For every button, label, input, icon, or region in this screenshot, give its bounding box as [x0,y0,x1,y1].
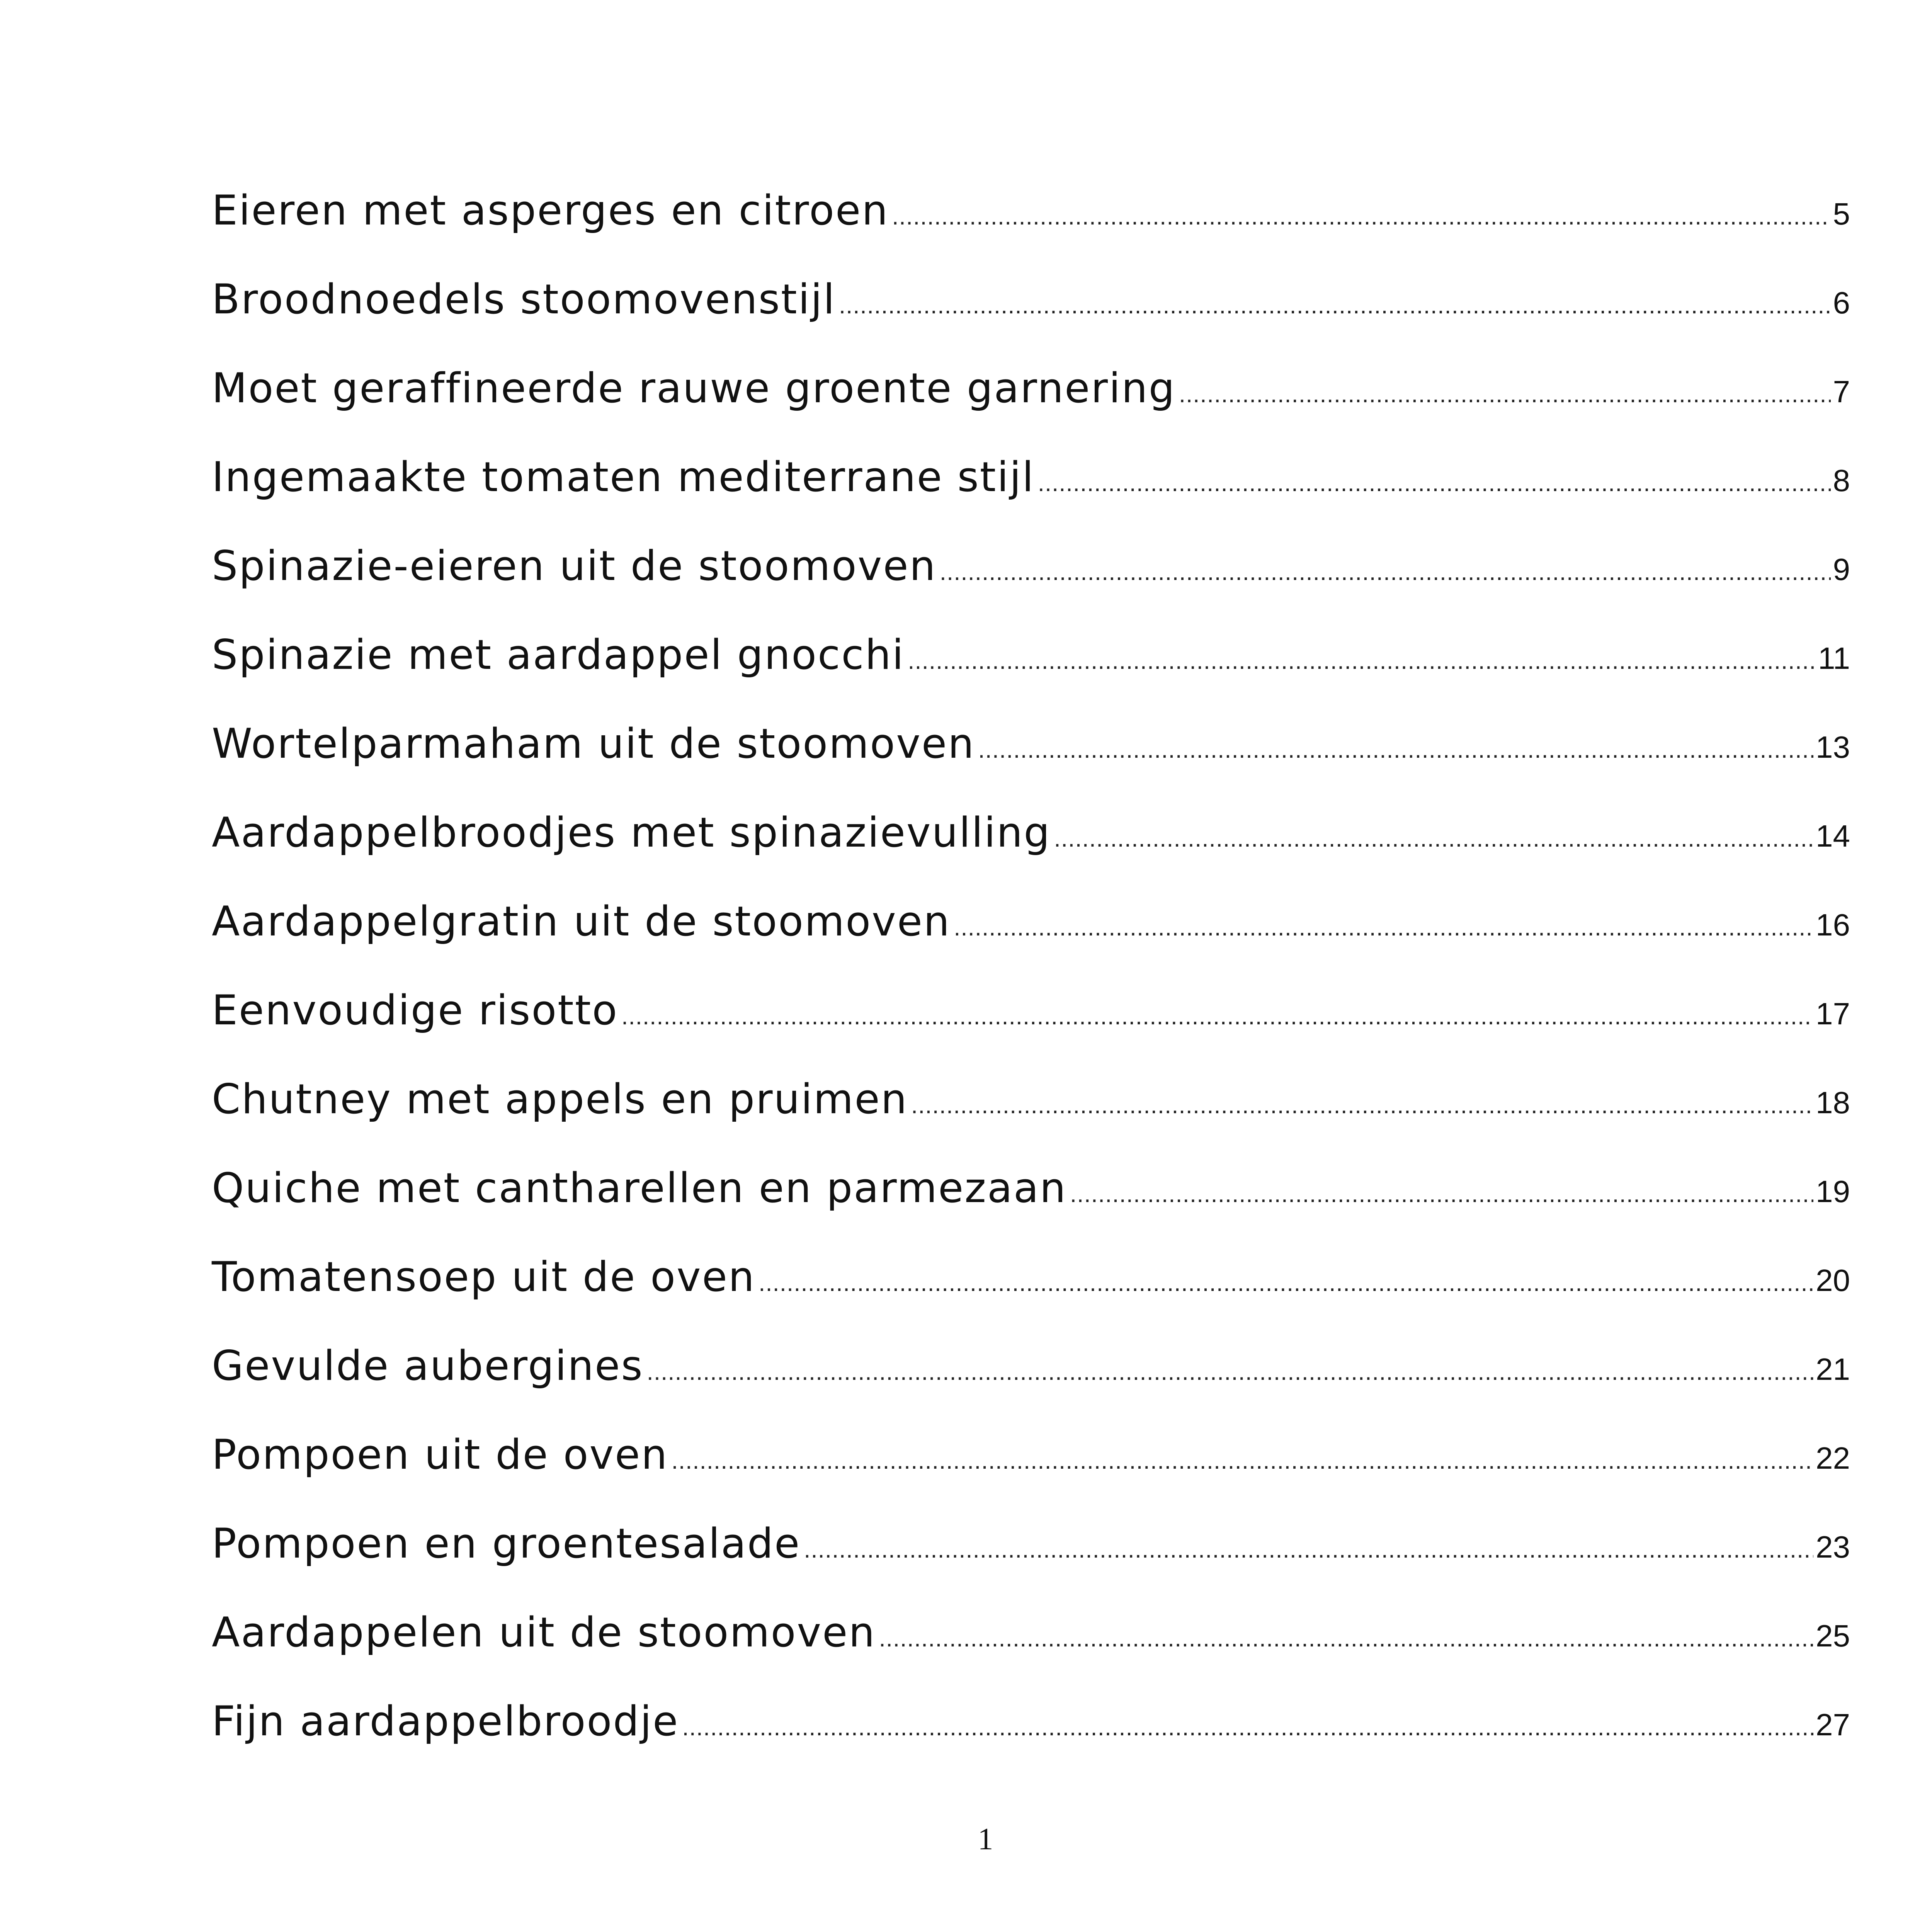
toc-entry-page: 7 [1833,374,1850,409]
toc-entry-page: 8 [1833,463,1850,498]
toc-dot-leader [839,261,1831,350]
toc-entry-page: 19 [1816,1174,1850,1209]
toc-entry-page: 20 [1816,1263,1850,1298]
toc-dot-leader [1179,350,1831,439]
toc-entry[interactable] [212,522,1850,611]
toc-entry[interactable] [212,1055,1850,1144]
toc-entry-title: Eenvoudige risotto [212,986,619,1034]
toc-entry-page: 23 [1816,1530,1850,1564]
toc-entry[interactable] [212,788,1850,877]
toc-dot-leader [804,1505,1813,1594]
toc-entry[interactable] [212,1144,1850,1233]
toc-dot-leader [682,1683,1813,1772]
toc-dot-leader [1070,1150,1813,1239]
toc-entry-title: Aardappelgratin uit de stoomoven [212,898,951,945]
toc-entry-page: 13 [1816,730,1850,764]
toc-dot-leader [759,1239,1813,1328]
toc-entry-title: Chutney met appels en pruimen [212,1075,908,1123]
toc-dot-leader [621,972,1813,1061]
toc-entry-page: 21 [1816,1352,1850,1386]
toc-dot-leader [978,706,1813,794]
toc-entry-title: Pompoen en groentesalade [212,1520,801,1567]
toc-dot-leader [1054,794,1813,883]
toc-dot-leader [911,1061,1813,1150]
toc-entry-title: Fijn aardappelbroodje [212,1697,679,1745]
toc-entry-page: 6 [1833,286,1850,320]
toc-entry-page: 14 [1816,819,1850,853]
toc-entry-page: 11 [1818,641,1850,675]
table-of-contents [212,166,1850,1766]
toc-entry-page: 27 [1816,1708,1850,1742]
toc-entry-title: Broodnoedels stoomovenstijl [212,276,836,323]
toc-dot-leader [908,617,1816,706]
toc-entry-title: Quiche met cantharellen en parmezaan [212,1164,1067,1212]
toc-entry-page: 5 [1833,197,1850,231]
toc-entry-page: 16 [1816,908,1850,942]
toc-entry[interactable] [212,255,1850,344]
toc-entry-page: 18 [1816,1085,1850,1120]
toc-entry-title: Aardappelen uit de stoomoven [212,1609,876,1656]
toc-entry[interactable] [212,1588,1850,1677]
toc-entry-page: 9 [1833,552,1850,587]
toc-entry-title: Spinazie-eieren uit de stoomoven [212,542,937,590]
toc-entry-title: Moet geraffineerde rauwe groente garnering [212,364,1176,412]
toc-entry-title: Tomatensoep uit de oven [212,1253,756,1301]
toc-entry[interactable] [212,344,1850,433]
toc-entry[interactable] [212,699,1850,788]
toc-entry-title: Eieren met asperges en citroen [212,187,889,234]
toc-entry[interactable] [212,877,1850,966]
toc-entry[interactable] [212,1499,1850,1588]
toc-entry-title: Aardappelbroodjes met spinazievulling [212,809,1051,856]
toc-dot-leader [1038,439,1831,528]
toc-entry[interactable] [212,166,1850,255]
toc-entry-title: Wortelparmaham uit de stoomoven [212,720,975,767]
toc-entry-title: Pompoen uit de oven [212,1431,668,1478]
toc-entry-title: Gevulde aubergines [212,1342,644,1389]
toc-dot-leader [647,1328,1813,1417]
toc-dot-leader [892,172,1830,261]
toc-entry-page: 17 [1816,997,1850,1031]
toc-entry[interactable] [212,1677,1850,1766]
toc-entry[interactable] [212,1321,1850,1410]
toc-dot-leader [954,883,1813,972]
toc-entry-page: 22 [1816,1441,1850,1475]
toc-entry-page: 25 [1816,1619,1850,1653]
toc-entry[interactable] [212,433,1850,522]
toc-entry-title: Spinazie met aardappel gnocchi [212,631,905,679]
toc-entry[interactable] [212,1410,1850,1499]
page-number: 1 [978,1822,993,1856]
toc-entry[interactable] [212,1233,1850,1321]
toc-dot-leader [879,1594,1813,1683]
toc-entry[interactable] [212,966,1850,1055]
toc-dot-leader [940,528,1831,617]
toc-entry[interactable] [212,611,1850,699]
toc-dot-leader [672,1417,1813,1505]
toc-entry-title: Ingemaakte tomaten mediterrane stijl [212,453,1035,501]
